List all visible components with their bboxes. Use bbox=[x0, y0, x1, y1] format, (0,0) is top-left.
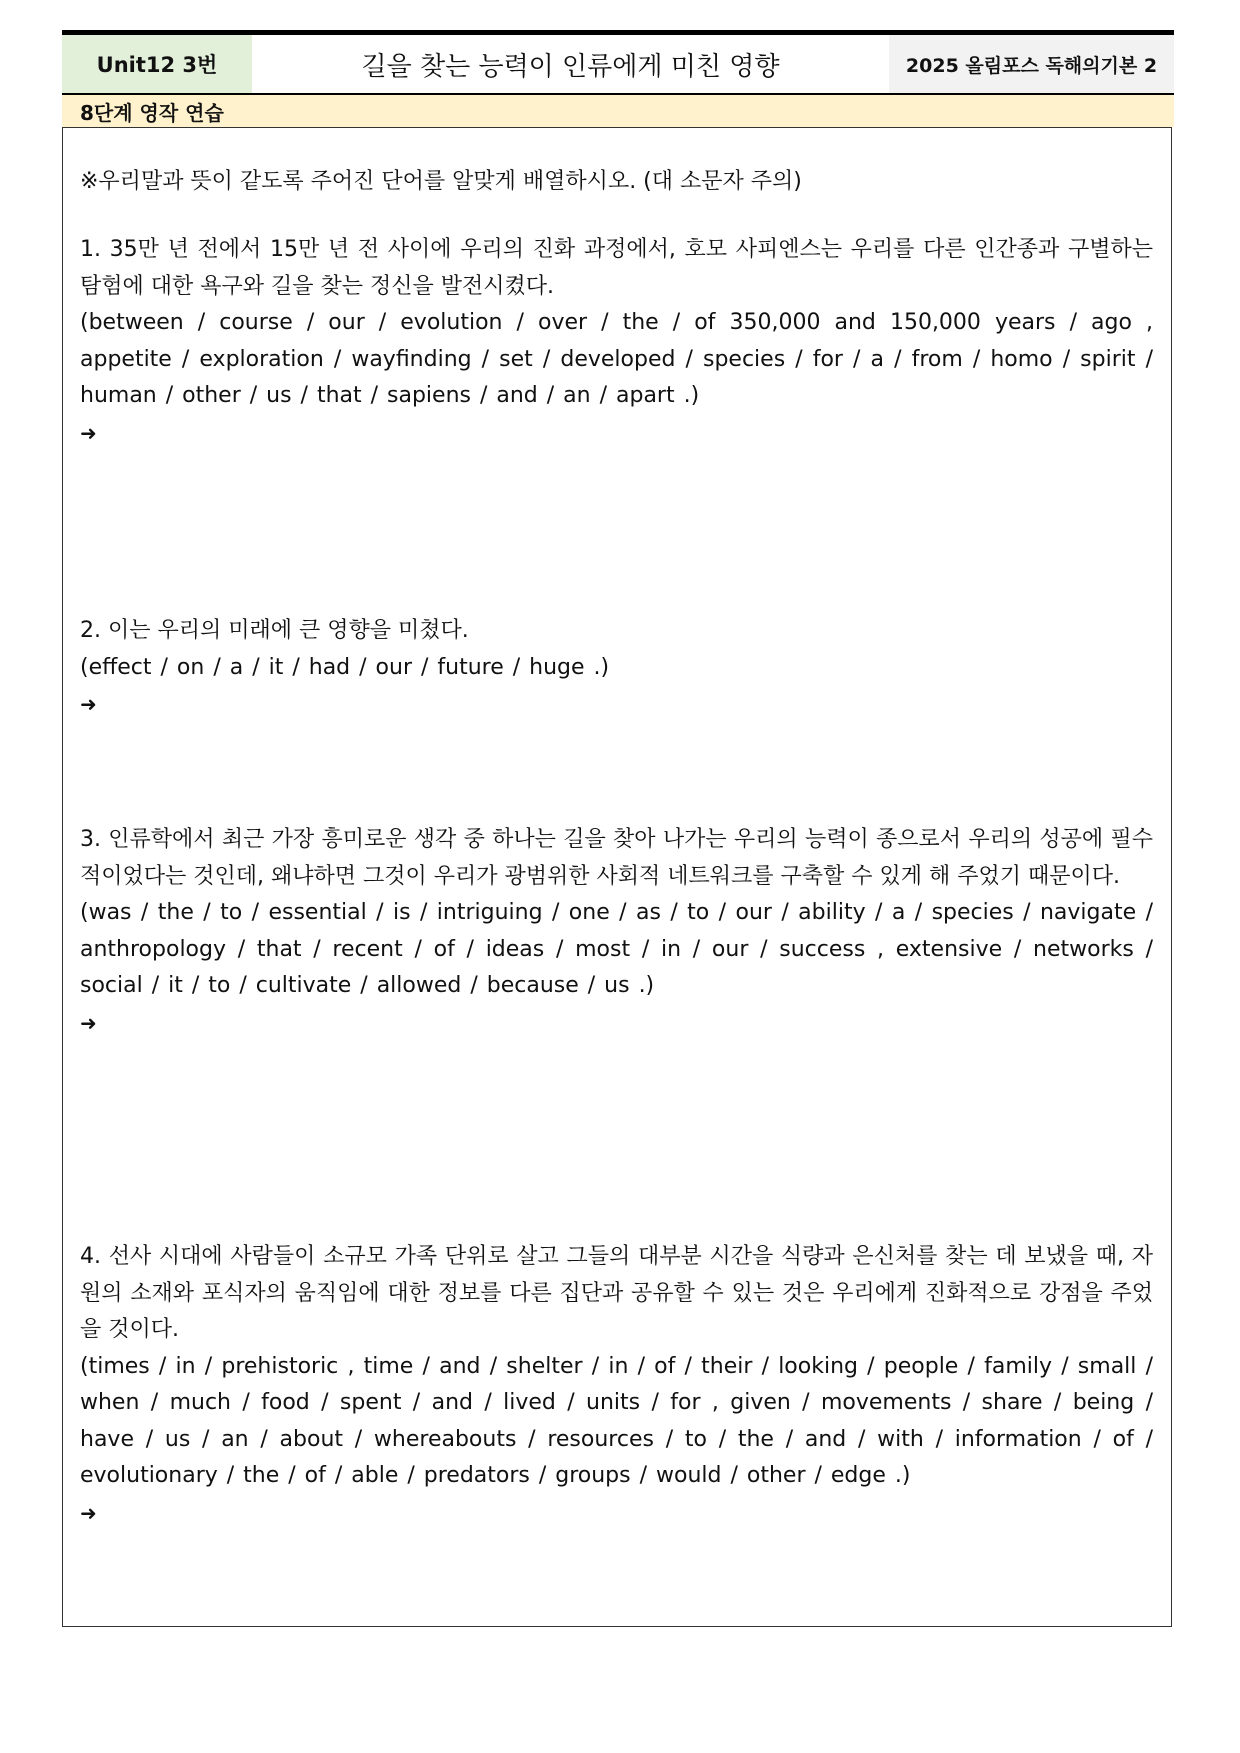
unit-label: Unit12 3번 bbox=[62, 35, 252, 93]
korean-sentence: 1. 35만 년 전에서 15만 년 전 사이에 우리의 진화 과정에서, 호모 사피엔스는 우리를 다른 인간종과 구별하는 탐험에 대한 욕구와 길을 찾는 정신을 발전시켰다. bbox=[80, 237, 1153, 299]
exercise-item-2 bbox=[80, 613, 1153, 722]
exercise-item-1 bbox=[80, 232, 1153, 451]
section-title: 8단계 영작 연습 bbox=[62, 95, 1174, 127]
answer-arrow-icon: ➜ bbox=[80, 692, 97, 716]
answer-arrow-icon: ➜ bbox=[80, 420, 97, 445]
answer-arrow-icon: ➜ bbox=[80, 1010, 97, 1035]
korean-sentence: 4. 선사 시대에 사람들이 소규모 가족 단위로 살고 그들의 대부분 시간을 식량과 은신처를 찾는 데 보냈을 때, 자원의 소재와 포식자의 움직임에 대한 정보를 다른 집단과 공유할 수 있는 것은 우리에게 진화적으로 강점을 주었을 것이다. bbox=[80, 1244, 1153, 1342]
korean-sentence: 3. 인류학에서 최근 가장 흥미로운 생각 중 하나는 길을 찾아 나가는 우리의 능력이 종으로서 우리의 성공에 필수적이었다는 것인데, 왜냐하면 그것이 우리가 광범위한 사회적 네트워크를 구축할 수 있게 해 주었기 때문이다. bbox=[80, 827, 1153, 889]
instruction-text: ※우리말과 뜻이 같도록 주어진 단어를 알맞게 배열하시오. (대 소문자 주의) bbox=[80, 169, 802, 194]
word-bank: (effect / on / a / it / had / our / future / huge .) bbox=[80, 654, 610, 680]
korean-sentence: 2. 이는 우리의 미래에 큰 영향을 미쳤다. bbox=[80, 618, 469, 643]
exercise-item-4 bbox=[80, 1239, 1153, 1531]
word-bank: (between / course / our / evolution / over / the / of 350,000 and 150,000 years / ago , appetite / exploration / wayfinding / set / developed / species / for / a / from / homo / spirit / human / other / us / that / sapiens / and / an / apart .) bbox=[80, 310, 1153, 408]
worksheet-header bbox=[62, 30, 1174, 98]
answer-arrow-icon: ➜ bbox=[80, 1500, 97, 1525]
worksheet-title: 길을 찾는 능력이 인류에게 미친 영향 bbox=[252, 35, 889, 93]
word-bank: (was / the / to / essential / is / intriguing / one / as / to / our / ability / a / species / navigate / anthropology / that / recent / of / ideas / most / in / our / success , extensive / networks / social / it / to / cultivate / allowed / because / us .) bbox=[80, 900, 1153, 998]
book-label: 2025 올림포스 독해의기본 2 bbox=[889, 35, 1174, 93]
word-bank: (times / in / prehistoric , time / and / shelter / in / of / their / looking / people / family / small / when / much / food / spent / and / lived / units / for , given / movements / share / being / have / us / an / about / whereabouts / resources / to / the / and / with / information / of / evolutionary / the / of / able / predators / groups / would / other / edge .) bbox=[80, 1353, 1153, 1488]
exercise-item-3 bbox=[80, 822, 1153, 1041]
